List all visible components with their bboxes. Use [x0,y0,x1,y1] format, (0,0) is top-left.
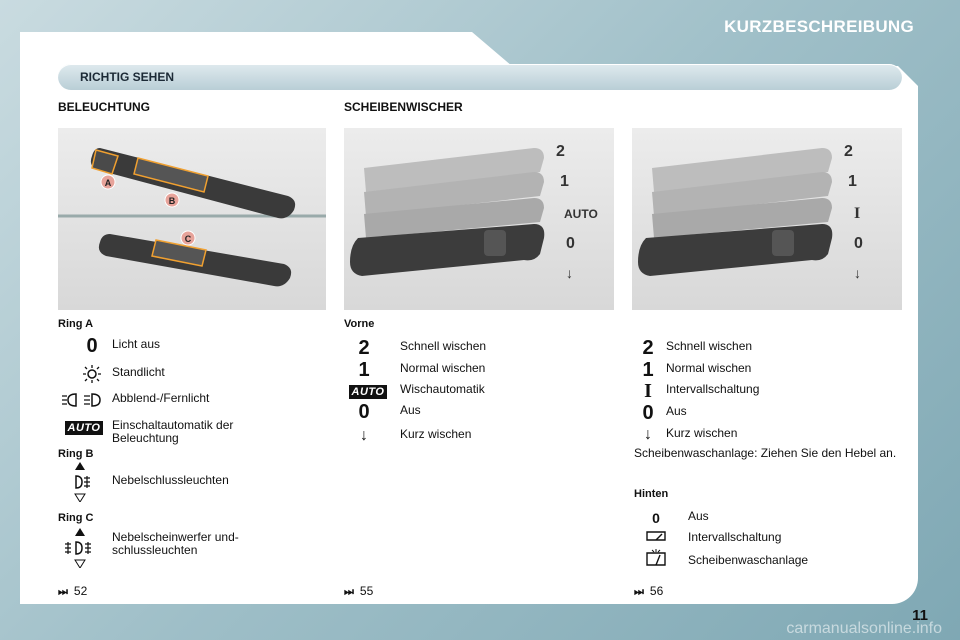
stalk-lower [99,234,291,286]
front-label: Vorne [344,318,375,330]
next-page-icon: ⏭ [634,586,644,598]
rear-label: Hinten [634,488,669,500]
auto-badge-icon: AUTO [62,418,106,438]
page-number: 11 [912,607,928,624]
lighting-heading: BELEUCHTUNG [58,100,150,114]
arrow-down-icon: ↓ [644,426,652,443]
front-item-0: Schnell wischen [400,339,487,353]
ring-a-item-3: Einschaltautomatik der Beleuchtung [112,418,234,445]
ring-c-item-0: Nebelscheinwerfer und-schlussleuchten [112,530,239,557]
ring-b-item-0: Nebelschlussleuchten [112,473,229,487]
ring-a-item-1: Standlicht [112,365,165,379]
parking-light-icon [72,364,112,384]
svg-text:0: 0 [854,235,863,252]
ring-a-item-2: Abblend-/Fernlicht [112,391,210,405]
svg-text:↓: ↓ [566,265,573,281]
front-item-1: Normal wischen [400,361,486,375]
front-wiper-photo [344,128,614,310]
right-item-3: Aus [666,404,687,418]
svg-text:0: 0 [566,235,575,252]
section-banner [58,64,902,90]
front-wiper-page-ref[interactable]: ⏭ 55 [344,584,374,598]
dipped-main-beam-icon [60,390,108,410]
wiper-stalk-photo-2 [632,128,902,310]
rear-washer-icon [636,548,676,572]
rear-item-2: Scheibenwaschanlage [688,553,809,567]
interval-icon: I [644,379,652,402]
section-title: RICHTIG SEHEN [80,70,175,84]
digit-zero-icon: 0 [652,510,660,526]
rear-item-1: Intervallschaltung [688,530,782,544]
lighting-stalk-photo [58,128,326,310]
callout-b [165,193,179,207]
svg-text:2: 2 [844,143,853,160]
front-item-4: Kurz wischen [400,427,472,441]
right-item-1: Normal wischen [666,361,752,375]
wipers-heading: SCHEIBENWISCHER [344,100,463,114]
page-title: KURZBESCHREIBUNG [724,17,914,36]
page-sheet [20,32,918,604]
stalk-upper [91,148,295,218]
callout-a [101,175,115,189]
ring-b-label: Ring B [58,448,94,460]
ring-a-item-0: Licht aus [112,337,161,351]
arrow-down-icon: ↓ [360,427,368,444]
position-1-icon: 1 [358,358,370,381]
lighting-stalk-illustration [58,128,326,310]
rear-wiper-page-ref[interactable]: ⏭ 56 [634,584,664,598]
right-item-4: Kurz wischen [666,426,738,440]
svg-text:C: C [184,234,192,244]
lighting-page-ref[interactable]: ⏭ 52 [58,584,88,598]
callout-c [181,231,195,245]
rear-item-0: Aus [688,509,709,523]
wiper-stalk-illustration-2 [632,128,902,310]
next-page-icon: ⏭ [58,586,68,598]
rear-fog-icon [60,462,100,502]
watermark: carmanualsonline.info [786,620,942,637]
front-item-3: Aus [400,403,421,417]
svg-text:↓: ↓ [854,265,861,281]
next-page-icon: ⏭ [344,586,354,598]
front-wiper-stalk-illustration [344,128,614,310]
right-item-2: Intervallschaltung [666,382,760,396]
ring-a-label: Ring A [58,318,94,330]
position-1-icon: 1 [642,358,654,381]
right-item-0: Schnell wischen [666,339,753,353]
position-0-icon: 0 [642,401,654,424]
svg-text:2: 2 [556,143,565,160]
position-2-icon: 2 [642,336,654,359]
svg-text:1: 1 [560,173,569,190]
svg-text:B: B [168,196,176,206]
svg-text:A: A [104,178,112,188]
position-2-icon: 2 [358,336,370,359]
front-rear-fog-icon [60,528,100,568]
position-0-icon: 0 [358,400,370,423]
svg-text:1: 1 [848,173,857,190]
auto-badge-icon: AUTO [348,382,388,402]
digit-zero-icon: 0 [86,334,98,357]
front-item-2: Wischautomatik [400,382,485,396]
washer-note: Scheibenwaschanlage: Ziehen Sie den Hebel an. [634,446,897,460]
ring-c-label: Ring C [58,512,94,524]
svg-text:AUTO: AUTO [564,207,598,221]
rear-wiper-interval-icon [636,528,676,548]
svg-text:I: I [854,205,861,222]
